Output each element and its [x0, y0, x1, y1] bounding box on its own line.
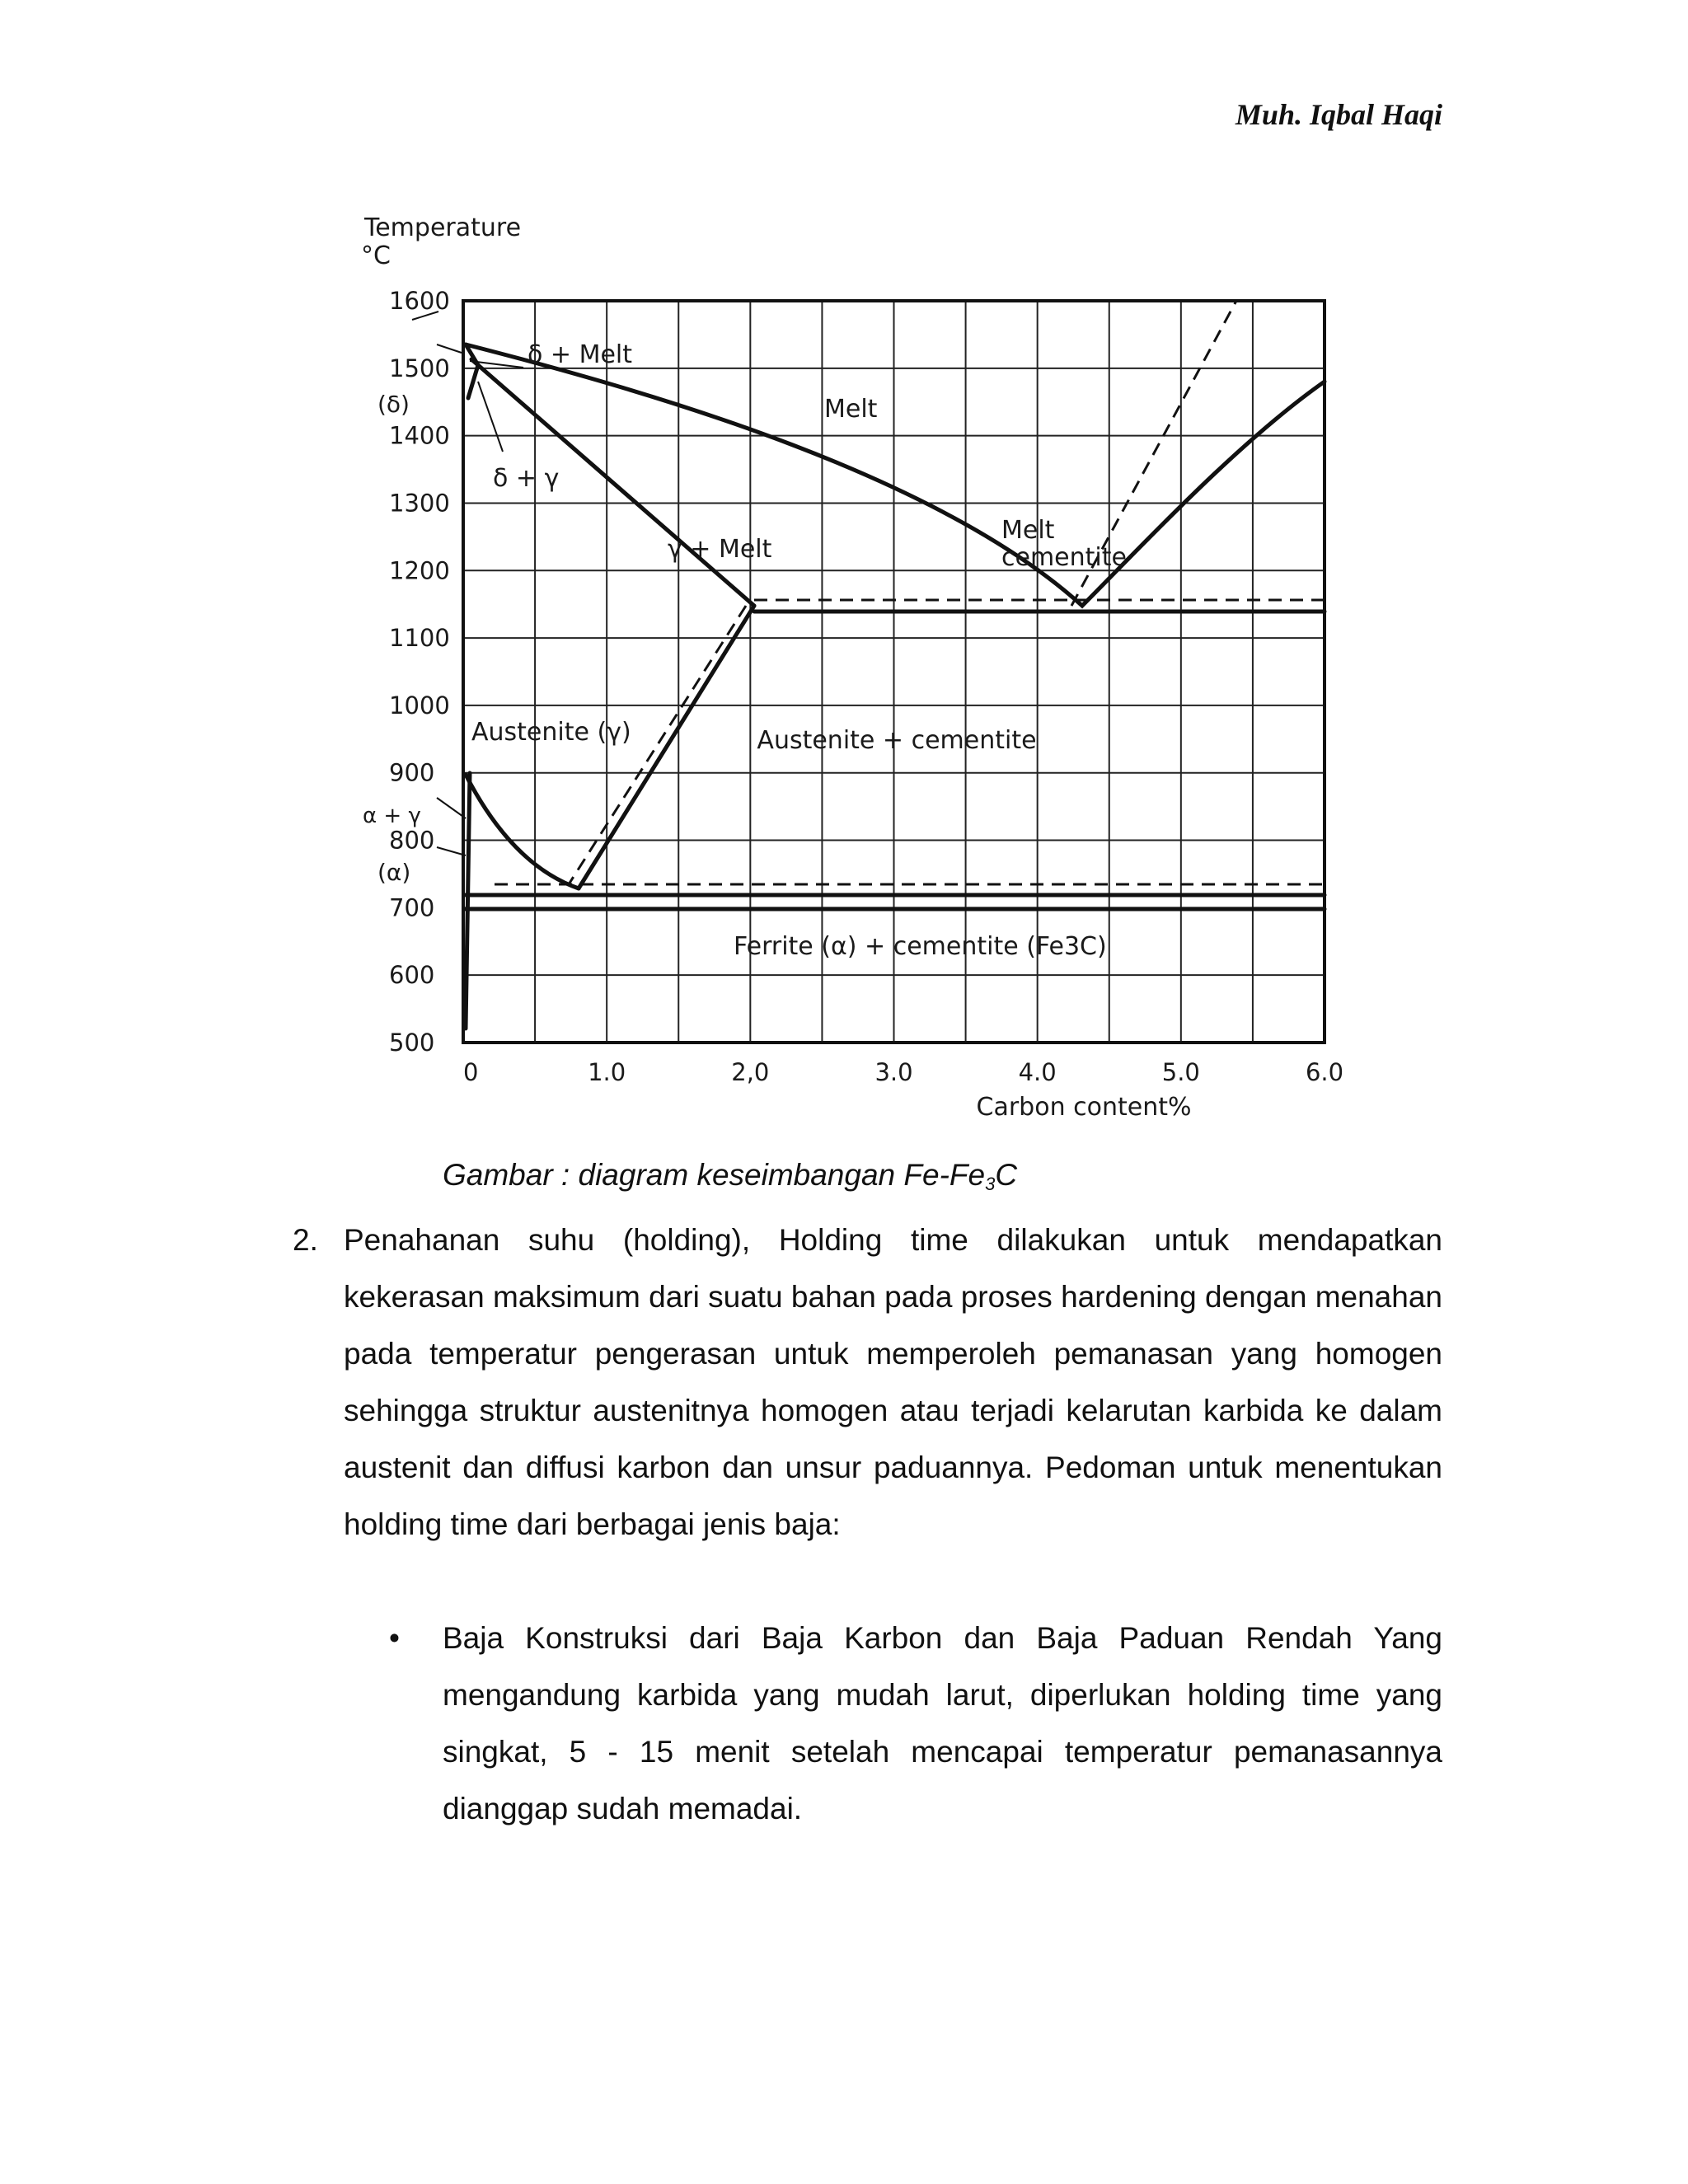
- fe-fe3c-phase-diagram: [346, 204, 1385, 1152]
- x-tick-labels: [463, 1058, 1343, 1086]
- list-number: 2.: [293, 1223, 318, 1257]
- chart-grid: [463, 301, 1325, 1043]
- y-tick-label: 1600: [389, 287, 450, 315]
- y-tick-label: 900: [389, 758, 435, 787]
- label-delta-melt: δ + Melt: [528, 340, 633, 369]
- x-axis-title: Carbon content%: [976, 1093, 1192, 1122]
- ferrite-boundary: [466, 773, 470, 1029]
- label-austenite: Austenite (γ): [471, 718, 631, 747]
- paragraph-text: Penahanan suhu (holding), Holding time dilakukan untuk mendapatkan kekerasan maksimum dari suatu bahan pada proses hardening dengan menahan pada temperatur pengerasan untuk memperoleh pemanasan yang homogen sehingga struktur austenitnya homogen atau terjadi kelarutan karbida ke dalam austenit dan diffusi karbon dan unsur paduannya. Pedoman untuk menentukan holding time dari berbagai jenis baja:: [344, 1223, 1442, 1541]
- label-alpha-phase: (α): [377, 859, 411, 886]
- y-tick-label: 1400: [389, 421, 450, 450]
- y-tick-label: 800: [389, 826, 435, 855]
- bullet-text: Baja Konstruksi dari Baja Karbon dan Baja Paduan Rendah Yang mengandung karbida yang mudah larut, diperlukan holding time yang singkat, 5 - 15 menit setelah mencapai temperatur pemanasannya dianggap sudah memadai.: [443, 1621, 1442, 1825]
- y-axis-title: Temperature: [364, 213, 522, 242]
- x-tick-label: 3.0: [874, 1058, 913, 1086]
- y-tick-label: 500: [389, 1029, 435, 1057]
- y-tick-label: 1100: [389, 624, 450, 653]
- caption-suffix: C: [995, 1158, 1018, 1192]
- label-delta-phase: (δ): [377, 391, 410, 418]
- label-alpha-gamma: α + γ: [363, 804, 421, 828]
- x-tick-label: 4.0: [1018, 1058, 1057, 1086]
- y-tick-label: 1200: [389, 556, 450, 585]
- x-tick-label: 0: [463, 1058, 479, 1086]
- delta-melt-boundary: [466, 344, 478, 398]
- label-melt-cementite: Melt cementite: [1001, 516, 1127, 572]
- label-ferrite-cementite: Ferrite (α) + cementite (Fe3C): [734, 932, 1107, 961]
- y-axis-unit: °C: [361, 241, 391, 270]
- y-tick-label: 600: [389, 961, 435, 990]
- author-name: Muh. Iqbal Haqi: [1235, 98, 1442, 131]
- phase-boundaries: [466, 344, 1325, 1029]
- caption-subscript: 3: [985, 1174, 996, 1194]
- y-tick-label: 1300: [389, 489, 450, 518]
- y-tick-label: 1000: [389, 691, 450, 719]
- a3-line: [466, 775, 579, 888]
- x-tick-label: 5.0: [1161, 1058, 1200, 1086]
- caption-text: Gambar : diagram keseimbangan Fe-Fe: [443, 1158, 986, 1192]
- label-gamma-melt: γ + Melt: [668, 535, 772, 564]
- acm-line: [579, 606, 754, 888]
- label-delta-gamma: δ + γ: [493, 464, 560, 493]
- label-austenite-cementite: Austenite + cementite: [757, 726, 1037, 755]
- numbered-paragraph: [293, 1212, 1442, 1553]
- label-melt: Melt: [824, 395, 878, 424]
- liquidus-line: [466, 344, 1325, 606]
- x-tick-label: 6.0: [1305, 1058, 1344, 1086]
- y-tick-label: 1500: [389, 354, 450, 382]
- x-tick-label: 1.0: [588, 1058, 626, 1086]
- bullet-item: [389, 1610, 1442, 1837]
- figure-caption: [443, 1158, 1017, 1195]
- bullet-symbol: •: [389, 1621, 400, 1655]
- y-tick-label: 700: [389, 893, 435, 922]
- x-tick-label: 2,0: [731, 1058, 770, 1086]
